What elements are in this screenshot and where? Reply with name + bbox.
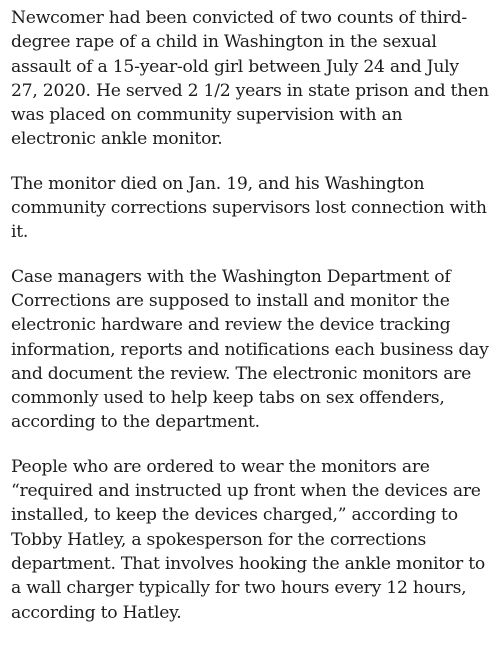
article-paragraph: The monitor died on Jan. 19, and his Washington community corrections supervisors lost connection with it. — [11, 173, 487, 243]
article-paragraph: Newcomer had been convicted of two counts of third-degree rape of a child in Washington in the sexual assault of a 15-year-old girl between July 24 and July 27, 2020. He served 2 1/2 years in state prison and then was placed on community supervision with an electronic ankle monitor. — [11, 8, 489, 150]
article-paragraph: Case managers with the Washington Department of Corrections are supposed to install and monitor the electronic hardware and review the device tracking information, reports and notifications each business day and document the review. The electronic monitors are commonly used to help keep tabs on sex offenders, according to the department. — [11, 266, 489, 433]
article-paragraph: People who are ordered to wear the monitors are “required and instructed up front when the devices are installed, to keep the devices charged,” according to Tobby Hatley, a spokesperson for the corrections department. That involves hooking the ankle monitor to a wall charger typically for two hours every 12 hours, according to Hatley. — [11, 456, 485, 623]
